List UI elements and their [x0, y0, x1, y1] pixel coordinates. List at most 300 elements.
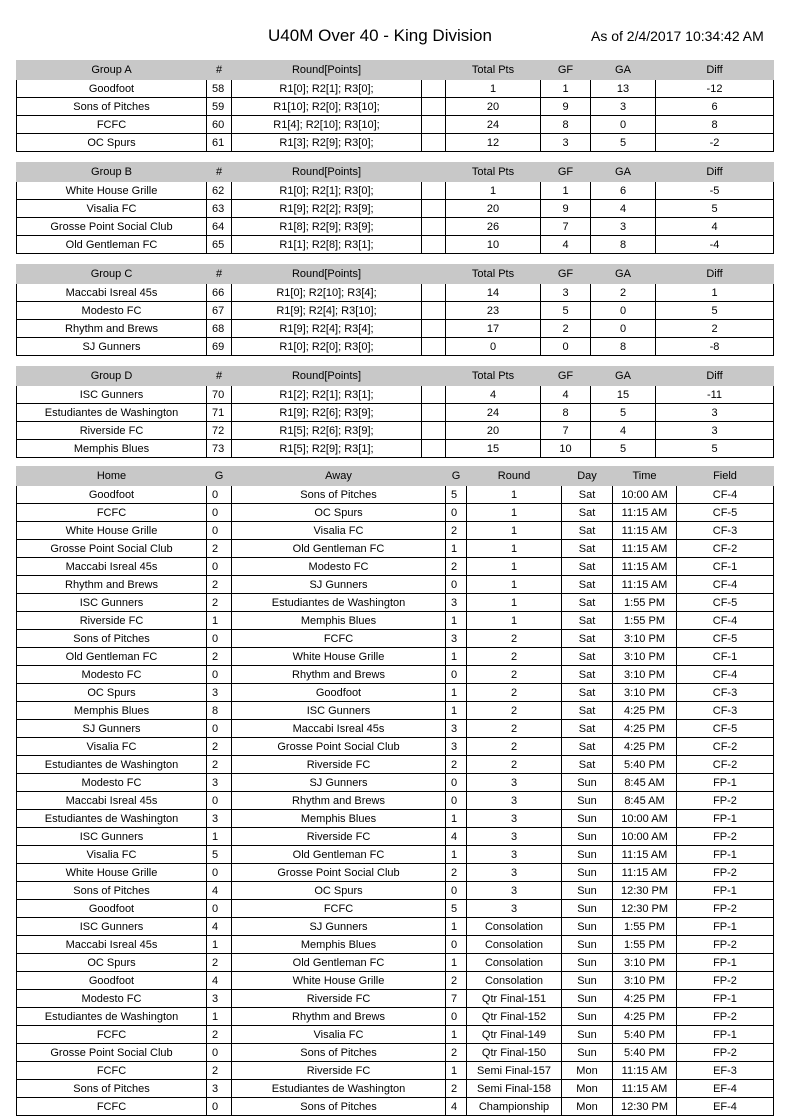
diff-header: Diff [656, 265, 774, 284]
ga-cell: 15 [591, 386, 656, 404]
day-cell: Sat [562, 612, 613, 630]
team-number-cell: 59 [207, 98, 232, 116]
day-cell: Sun [562, 900, 613, 918]
field-cell: CF-5 [677, 720, 774, 738]
gf-cell: 4 [541, 236, 591, 254]
team-number-cell: 71 [207, 404, 232, 422]
team-cell: OC Spurs [17, 134, 207, 152]
diff-header: Diff [656, 163, 774, 182]
time-cell: 5:40 PM [613, 1044, 677, 1062]
round-points-cell: R1[5]; R2[6]; R3[9]; [232, 422, 422, 440]
time-cell: 1:55 PM [613, 936, 677, 954]
home-team-cell: Modesto FC [17, 666, 207, 684]
ga-cell: 8 [591, 338, 656, 356]
page-title: U40M Over 40 - King Division [268, 26, 492, 45]
time-cell: 1:55 PM [613, 594, 677, 612]
team-number-cell: 61 [207, 134, 232, 152]
day-cell: Sat [562, 594, 613, 612]
blank-cell [422, 422, 446, 440]
round-points-cell: R1[1]; R2[8]; R3[1]; [232, 236, 422, 254]
round-cell: 1 [467, 486, 562, 504]
away-team-cell: Old Gentleman FC [232, 954, 446, 972]
home-team-cell: Old Gentleman FC [17, 648, 207, 666]
home-goals-cell: 4 [207, 972, 232, 990]
away-team-cell: Rhythm and Brews [232, 792, 446, 810]
ga-header: GA [591, 163, 656, 182]
diff-cell: -11 [656, 386, 774, 404]
total-pts-cell: 1 [446, 182, 541, 200]
away-team-cell: Memphis Blues [232, 936, 446, 954]
home-header: Home [17, 467, 207, 486]
total-pts-cell: 10 [446, 236, 541, 254]
gf-header: GF [541, 61, 591, 80]
home-team-cell: Visalia FC [17, 738, 207, 756]
round-points-cell: R1[9]; R2[2]; R3[9]; [232, 200, 422, 218]
day-cell: Sun [562, 936, 613, 954]
away-goals-cell: 1 [446, 540, 467, 558]
round-cell: 2 [467, 720, 562, 738]
away-goals-cell: 1 [446, 918, 467, 936]
field-cell: CF-3 [677, 684, 774, 702]
round-points-cell: R1[0]; R2[1]; R3[0]; [232, 80, 422, 98]
away-team-cell: Sons of Pitches [232, 1044, 446, 1062]
home-team-cell: White House Grille [17, 864, 207, 882]
team-number-cell: 72 [207, 422, 232, 440]
time-cell: 3:10 PM [613, 648, 677, 666]
round-points-header: Round[Points] [232, 61, 422, 80]
away-goals-cell: 2 [446, 522, 467, 540]
diff-cell: -5 [656, 182, 774, 200]
day-cell: Sat [562, 504, 613, 522]
time-cell: 12:30 PM [613, 1098, 677, 1116]
round-cell: 3 [467, 792, 562, 810]
time-cell: 11:15 AM [613, 576, 677, 594]
home-team-cell: Visalia FC [17, 846, 207, 864]
table-row [17, 98, 774, 116]
time-cell: 4:25 PM [613, 738, 677, 756]
home-goals-cell: 3 [207, 990, 232, 1008]
field-cell: FP-1 [677, 918, 774, 936]
home-team-cell: White House Grille [17, 522, 207, 540]
standings-header-row [17, 367, 774, 386]
day-cell: Sun [562, 1044, 613, 1062]
number-header: # [207, 163, 232, 182]
away-goals-cell: 1 [446, 702, 467, 720]
round-header: Round [467, 467, 562, 486]
home-team-cell: Sons of Pitches [17, 1080, 207, 1098]
home-goals-cell: 0 [207, 1044, 232, 1062]
away-goals-header: G [446, 467, 467, 486]
total-pts-cell: 20 [446, 200, 541, 218]
away-team-cell: White House Grille [232, 972, 446, 990]
table-row [17, 116, 774, 134]
field-cell: CF-1 [677, 648, 774, 666]
diff-cell: 1 [656, 284, 774, 302]
table-row [17, 918, 774, 936]
away-team-cell: Maccabi Isreal 45s [232, 720, 446, 738]
away-goals-cell: 1 [446, 846, 467, 864]
field-cell: FP-1 [677, 810, 774, 828]
away-team-cell: Old Gentleman FC [232, 540, 446, 558]
field-cell: CF-4 [677, 486, 774, 504]
home-team-cell: Modesto FC [17, 774, 207, 792]
ga-cell: 0 [591, 302, 656, 320]
blank-cell [422, 200, 446, 218]
ga-header: GA [591, 367, 656, 386]
day-header: Day [562, 467, 613, 486]
away-team-cell: Visalia FC [232, 522, 446, 540]
table-row [17, 630, 774, 648]
time-cell: 3:10 PM [613, 684, 677, 702]
table-row [17, 218, 774, 236]
team-cell: SJ Gunners [17, 338, 207, 356]
away-team-cell: Rhythm and Brews [232, 1008, 446, 1026]
home-goals-cell: 0 [207, 504, 232, 522]
round-cell: Qtr Final-149 [467, 1026, 562, 1044]
away-team-cell: ISC Gunners [232, 702, 446, 720]
day-cell: Sun [562, 864, 613, 882]
ga-cell: 3 [591, 218, 656, 236]
round-cell: 3 [467, 900, 562, 918]
home-team-cell: OC Spurs [17, 954, 207, 972]
field-cell: FP-1 [677, 882, 774, 900]
away-goals-cell: 1 [446, 954, 467, 972]
home-goals-cell: 0 [207, 486, 232, 504]
round-cell: 1 [467, 540, 562, 558]
time-cell: 4:25 PM [613, 990, 677, 1008]
field-cell: CF-1 [677, 558, 774, 576]
round-cell: 2 [467, 630, 562, 648]
away-team-cell: Memphis Blues [232, 612, 446, 630]
home-goals-cell: 0 [207, 792, 232, 810]
home-team-cell: Memphis Blues [17, 702, 207, 720]
day-cell: Sat [562, 540, 613, 558]
table-row [17, 702, 774, 720]
team-cell: Goodfoot [17, 80, 207, 98]
table-row [17, 302, 774, 320]
round-cell: 1 [467, 576, 562, 594]
day-cell: Sun [562, 792, 613, 810]
gf-cell: 0 [541, 338, 591, 356]
table-row [17, 1044, 774, 1062]
gf-cell: 1 [541, 182, 591, 200]
total-pts-cell: 1 [446, 80, 541, 98]
field-cell: CF-5 [677, 594, 774, 612]
away-goals-cell: 2 [446, 756, 467, 774]
team-number-cell: 70 [207, 386, 232, 404]
home-team-cell: Estudiantes de Washington [17, 1008, 207, 1026]
field-cell: FP-1 [677, 990, 774, 1008]
round-cell: 1 [467, 522, 562, 540]
table-row [17, 684, 774, 702]
table-row [17, 882, 774, 900]
team-number-cell: 68 [207, 320, 232, 338]
diff-header: Diff [656, 367, 774, 386]
away-team-cell: FCFC [232, 900, 446, 918]
day-cell: Sun [562, 1008, 613, 1026]
home-team-cell: Grosse Point Social Club [17, 540, 207, 558]
time-cell: 10:00 AM [613, 828, 677, 846]
field-cell: CF-4 [677, 666, 774, 684]
field-cell: FP-2 [677, 936, 774, 954]
away-goals-cell: 2 [446, 558, 467, 576]
away-team-cell: Memphis Blues [232, 810, 446, 828]
home-goals-cell: 1 [207, 936, 232, 954]
round-cell: 2 [467, 702, 562, 720]
home-goals-cell: 5 [207, 846, 232, 864]
day-cell: Sat [562, 738, 613, 756]
away-goals-cell: 3 [446, 594, 467, 612]
diff-cell: -2 [656, 134, 774, 152]
home-goals-cell: 2 [207, 648, 232, 666]
total-pts-cell: 4 [446, 386, 541, 404]
round-points-cell: R1[2]; R2[1]; R3[1]; [232, 386, 422, 404]
table-row [17, 792, 774, 810]
home-goals-cell: 3 [207, 810, 232, 828]
away-team-cell: Visalia FC [232, 1026, 446, 1044]
schedule-table [16, 466, 774, 1116]
total-pts-cell: 24 [446, 116, 541, 134]
table-row [17, 972, 774, 990]
day-cell: Sat [562, 702, 613, 720]
ga-header: GA [591, 265, 656, 284]
round-cell: 2 [467, 756, 562, 774]
time-header: Time [613, 467, 677, 486]
away-goals-cell: 2 [446, 972, 467, 990]
away-goals-cell: 3 [446, 738, 467, 756]
total-pts-cell: 26 [446, 218, 541, 236]
away-goals-cell: 5 [446, 486, 467, 504]
time-cell: 4:25 PM [613, 1008, 677, 1026]
home-goals-header: G [207, 467, 232, 486]
team-number-cell: 69 [207, 338, 232, 356]
day-cell: Sat [562, 486, 613, 504]
away-team-cell: FCFC [232, 630, 446, 648]
team-number-cell: 65 [207, 236, 232, 254]
time-cell: 10:00 AM [613, 810, 677, 828]
blank-cell [422, 284, 446, 302]
field-cell: FP-1 [677, 954, 774, 972]
field-cell: CF-5 [677, 630, 774, 648]
away-goals-cell: 0 [446, 936, 467, 954]
home-goals-cell: 4 [207, 918, 232, 936]
day-cell: Sat [562, 558, 613, 576]
gf-cell: 3 [541, 134, 591, 152]
table-row [17, 522, 774, 540]
away-team-cell: Old Gentleman FC [232, 846, 446, 864]
round-points-header: Round[Points] [232, 163, 422, 182]
day-cell: Sat [562, 666, 613, 684]
home-goals-cell: 3 [207, 684, 232, 702]
team-cell: Riverside FC [17, 422, 207, 440]
blank-cell [422, 182, 446, 200]
round-points-cell: R1[4]; R2[10]; R3[10]; [232, 116, 422, 134]
table-row [17, 1098, 774, 1116]
round-cell: 1 [467, 612, 562, 630]
time-cell: 3:10 PM [613, 972, 677, 990]
diff-cell: 6 [656, 98, 774, 116]
gf-cell: 8 [541, 404, 591, 422]
team-number-cell: 66 [207, 284, 232, 302]
time-cell: 4:25 PM [613, 702, 677, 720]
round-cell: Qtr Final-152 [467, 1008, 562, 1026]
team-number-cell: 64 [207, 218, 232, 236]
time-cell: 11:15 AM [613, 1080, 677, 1098]
diff-cell: 8 [656, 116, 774, 134]
home-goals-cell: 1 [207, 1008, 232, 1026]
table-row [17, 900, 774, 918]
table-row [17, 404, 774, 422]
field-cell: FP-1 [677, 846, 774, 864]
away-team-cell: Estudiantes de Washington [232, 594, 446, 612]
blank-cell [422, 404, 446, 422]
team-cell: Sons of Pitches [17, 98, 207, 116]
away-goals-cell: 1 [446, 648, 467, 666]
away-goals-cell: 2 [446, 1044, 467, 1062]
home-goals-cell: 0 [207, 1098, 232, 1116]
field-cell: EF-4 [677, 1080, 774, 1098]
team-number-cell: 62 [207, 182, 232, 200]
away-goals-cell: 1 [446, 810, 467, 828]
ga-cell: 4 [591, 422, 656, 440]
table-row [17, 236, 774, 254]
time-cell: 11:15 AM [613, 522, 677, 540]
home-team-cell: Goodfoot [17, 972, 207, 990]
table-row [17, 1080, 774, 1098]
time-cell: 1:55 PM [613, 918, 677, 936]
time-cell: 3:10 PM [613, 666, 677, 684]
round-points-header: Round[Points] [232, 265, 422, 284]
away-goals-cell: 0 [446, 504, 467, 522]
time-cell: 1:55 PM [613, 612, 677, 630]
table-row [17, 810, 774, 828]
time-cell: 12:30 PM [613, 882, 677, 900]
time-cell: 5:40 PM [613, 1026, 677, 1044]
round-cell: 3 [467, 828, 562, 846]
field-cell: EF-4 [677, 1098, 774, 1116]
ga-cell: 0 [591, 320, 656, 338]
away-goals-cell: 0 [446, 576, 467, 594]
home-team-cell: Goodfoot [17, 486, 207, 504]
time-cell: 5:40 PM [613, 756, 677, 774]
away-goals-cell: 0 [446, 792, 467, 810]
diff-cell: 3 [656, 404, 774, 422]
blank-cell [422, 98, 446, 116]
away-team-cell: Grosse Point Social Club [232, 864, 446, 882]
home-goals-cell: 0 [207, 720, 232, 738]
home-team-cell: FCFC [17, 1098, 207, 1116]
blank-cell [422, 116, 446, 134]
round-cell: 3 [467, 810, 562, 828]
blank-header [422, 61, 446, 80]
gf-cell: 7 [541, 422, 591, 440]
table-row [17, 846, 774, 864]
diff-cell: 5 [656, 302, 774, 320]
total-pts-cell: 14 [446, 284, 541, 302]
away-goals-cell: 0 [446, 774, 467, 792]
away-goals-cell: 2 [446, 1080, 467, 1098]
standings-table-group-a [16, 60, 774, 152]
round-points-header: Round[Points] [232, 367, 422, 386]
day-cell: Sat [562, 648, 613, 666]
away-goals-cell: 3 [446, 630, 467, 648]
table-row [17, 386, 774, 404]
away-goals-cell: 0 [446, 1008, 467, 1026]
home-goals-cell: 2 [207, 738, 232, 756]
table-row [17, 828, 774, 846]
time-cell: 11:15 AM [613, 846, 677, 864]
table-row [17, 594, 774, 612]
away-team-cell: SJ Gunners [232, 774, 446, 792]
home-team-cell: FCFC [17, 1026, 207, 1044]
field-cell: FP-1 [677, 1026, 774, 1044]
away-goals-cell: 3 [446, 720, 467, 738]
away-team-cell: Rhythm and Brews [232, 666, 446, 684]
home-goals-cell: 0 [207, 900, 232, 918]
day-cell: Sun [562, 918, 613, 936]
table-row [17, 200, 774, 218]
round-cell: 2 [467, 666, 562, 684]
round-points-cell: R1[0]; R2[0]; R3[0]; [232, 338, 422, 356]
home-team-cell: Sons of Pitches [17, 882, 207, 900]
team-cell: Grosse Point Social Club [17, 218, 207, 236]
round-points-cell: R1[0]; R2[10]; R3[4]; [232, 284, 422, 302]
day-cell: Sun [562, 846, 613, 864]
gf-header: GF [541, 367, 591, 386]
team-cell: ISC Gunners [17, 386, 207, 404]
time-cell: 11:15 AM [613, 1062, 677, 1080]
day-cell: Sun [562, 1026, 613, 1044]
blank-cell [422, 440, 446, 458]
day-cell: Mon [562, 1062, 613, 1080]
away-team-cell: Riverside FC [232, 990, 446, 1008]
round-points-cell: R1[5]; R2[9]; R3[1]; [232, 440, 422, 458]
round-cell: 2 [467, 648, 562, 666]
ga-cell: 5 [591, 404, 656, 422]
standings-header-row [17, 265, 774, 284]
home-goals-cell: 3 [207, 774, 232, 792]
home-goals-cell: 0 [207, 558, 232, 576]
field-cell: CF-5 [677, 504, 774, 522]
field-cell: EF-3 [677, 1062, 774, 1080]
table-row [17, 1062, 774, 1080]
blank-cell [422, 80, 446, 98]
blank-cell [422, 320, 446, 338]
away-goals-cell: 5 [446, 900, 467, 918]
day-cell: Sat [562, 756, 613, 774]
home-team-cell: ISC Gunners [17, 918, 207, 936]
field-cell: FP-2 [677, 1008, 774, 1026]
table-row [17, 936, 774, 954]
team-cell: FCFC [17, 116, 207, 134]
ga-cell: 4 [591, 200, 656, 218]
home-team-cell: ISC Gunners [17, 828, 207, 846]
home-goals-cell: 3 [207, 1080, 232, 1098]
field-cell: CF-3 [677, 702, 774, 720]
time-cell: 11:15 AM [613, 864, 677, 882]
time-cell: 10:00 AM [613, 486, 677, 504]
home-goals-cell: 2 [207, 576, 232, 594]
table-row [17, 422, 774, 440]
home-goals-cell: 0 [207, 630, 232, 648]
home-goals-cell: 8 [207, 702, 232, 720]
away-goals-cell: 4 [446, 828, 467, 846]
ga-cell: 8 [591, 236, 656, 254]
table-row [17, 540, 774, 558]
ga-cell: 2 [591, 284, 656, 302]
round-points-cell: R1[10]; R2[0]; R3[10]; [232, 98, 422, 116]
group-name-header: Group B [17, 163, 207, 182]
